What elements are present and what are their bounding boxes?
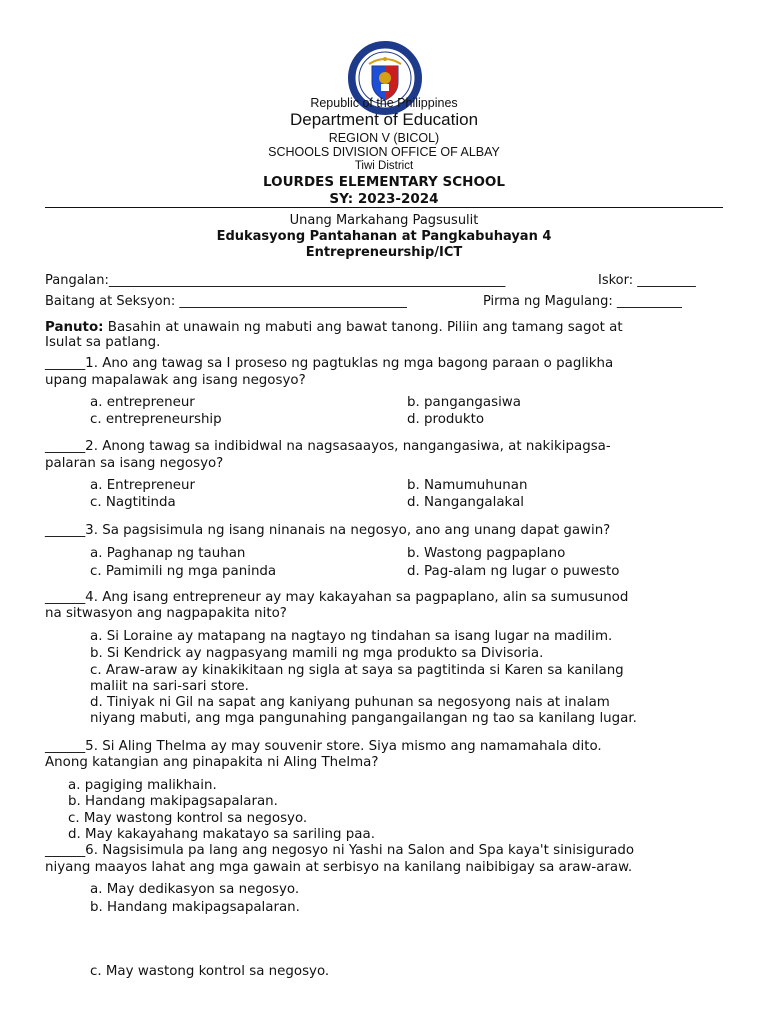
q6-choice-c: c. May wastong kontrol sa negosyo. [90, 964, 330, 979]
school-year: SY: 2023-2024 [329, 191, 439, 207]
instructions-text-2: Isulat sa patlang. [45, 335, 161, 350]
q2-choice-a: a. Entrepreneur [90, 478, 196, 493]
department-title: Department of Education [289, 110, 479, 129]
exam-type: Unang Markahang Pagsusulit [289, 213, 479, 228]
q2-choice-b: b. Namumuhunan [407, 478, 528, 493]
q5-stem-2: Anong katangian ang pinapakita ni Aling Thelma? [45, 755, 379, 770]
q1-choice-b: b. pangangasiwa [407, 395, 521, 410]
q5-stem: ______5. Si Aling Thelma ay may souvenir store. Siya mismo ang namamahala dito. [45, 739, 602, 754]
q3-choice-a: a. Paghanap ng tauhan [90, 546, 246, 561]
q6-stem-2: niyang maayos lahat ang mga gawain at serbisyo na kanilang naibibigay sa araw-araw. [45, 860, 633, 875]
q4-choice-a: a. Si Loraine ay matapang na nagtayo ng tindahan sa isang lugar na madilim. [90, 629, 613, 644]
q4-stem: ______4. Ang isang entrepreneur ay may kakayahan sa pagpaplano, alin sa sumusunod [45, 590, 629, 605]
q2-choice-d: d. Nangangalakal [407, 495, 524, 510]
q6-choice-b: b. Handang makipagsapalaran. [90, 900, 300, 915]
parent-signature-field[interactable]: Pirma ng Magulang: __________ [483, 294, 682, 309]
section-field[interactable]: Baitang at Seksyon: ___________________________________ [45, 294, 407, 309]
q5-choice-d: d. May kakayahang makatayo sa sariling paa. [68, 827, 375, 842]
q2-stem: ______2. Anong tawag sa indibidwal na nagsasaayos, nangangasiwa, at nakikipagsa- [45, 439, 611, 454]
district-line: Tiwi District [354, 160, 414, 172]
q3-stem: ______3. Sa pagsisimula ng isang ninanais na negosyo, ano ang unang dapat gawin? [45, 523, 611, 538]
q1-choice-a: a. entrepreneur [90, 395, 195, 410]
q4-stem-2: na sitwasyon ang nagpapakita nito? [45, 606, 287, 621]
q6-stem: ______6. Nagsisimula pa lang ang negosyo ni Yashi na Salon and Spa kaya't sinisigurado [45, 843, 635, 858]
q2-choice-c: c. Nagtitinda [90, 495, 176, 510]
q4-choice-c-cont: maliit na sari-sari store. [90, 679, 249, 694]
school-name: LOURDES ELEMENTARY SCHOOL [262, 174, 506, 190]
q4-choice-b: b. Si Kendrick ay nagpasyang mamili ng mga produkto sa Divisoria. [90, 646, 544, 661]
q5-choice-a: a. pagiging malikhain. [68, 778, 217, 793]
name-field[interactable]: Pangalan:_____________________________________________________________ [45, 273, 506, 288]
q2-stem-2: palaran sa isang negosyo? [45, 456, 224, 471]
division-line: SCHOOLS DIVISION OFFICE OF ALBAY [268, 145, 500, 159]
q3-choice-d: d. Pag-alam ng lugar o puwesto [407, 564, 620, 579]
q3-choice-c: c. Pamimili ng mga paninda [90, 564, 277, 579]
republic-line: Republic of the Philippines [310, 96, 458, 110]
instructions [45, 320, 623, 335]
q5-choice-c: c. May wastong kontrol sa negosyo. [68, 811, 308, 826]
header-divider [45, 207, 723, 208]
q1-stem: ______1. Ano ang tawag sa I proseso ng pagtuklas ng mga bagong paraan o paglikha [45, 356, 614, 371]
q4-choice-c: c. Araw-araw ay kinakikitaan ng sigla at saya sa pagtitinda si Karen sa kanilang [90, 663, 624, 678]
exam-component: Entrepreneurship/ICT [305, 245, 463, 260]
q3-choice-b: b. Wastong pagpaplano [407, 546, 566, 561]
q4-choice-d-cont: niyang mabuti, ang mga pangunahing pangangailangan ng tao sa kanilang lugar. [90, 711, 637, 726]
q6-choice-a: a. May dedikasyon sa negosyo. [90, 882, 300, 897]
exam-subject: Edukasyong Pantahanan at Pangkabuhayan 4 [216, 229, 552, 244]
q1-choice-d: d. produkto [407, 412, 485, 427]
q4-choice-d: d. Tiniyak ni Gil na sapat ang kaniyang puhunan sa negosyong nais at inalam [90, 695, 610, 710]
q1-choice-c: c. entrepreneurship [90, 412, 222, 427]
q5-choice-b: b. Handang makipagsapalaran. [68, 794, 278, 809]
score-field[interactable]: Iskor: _________ [598, 273, 696, 288]
q1-stem-2: upang mapalawak ang isang negosyo? [45, 373, 306, 388]
instructions-text: Basahin at unawain ng mabuti ang bawat tanong. Piliin ang tamang sagot at [103, 320, 623, 335]
instructions-label: Panuto: [45, 320, 104, 335]
region-line: REGION V (BICOL) [328, 131, 440, 145]
